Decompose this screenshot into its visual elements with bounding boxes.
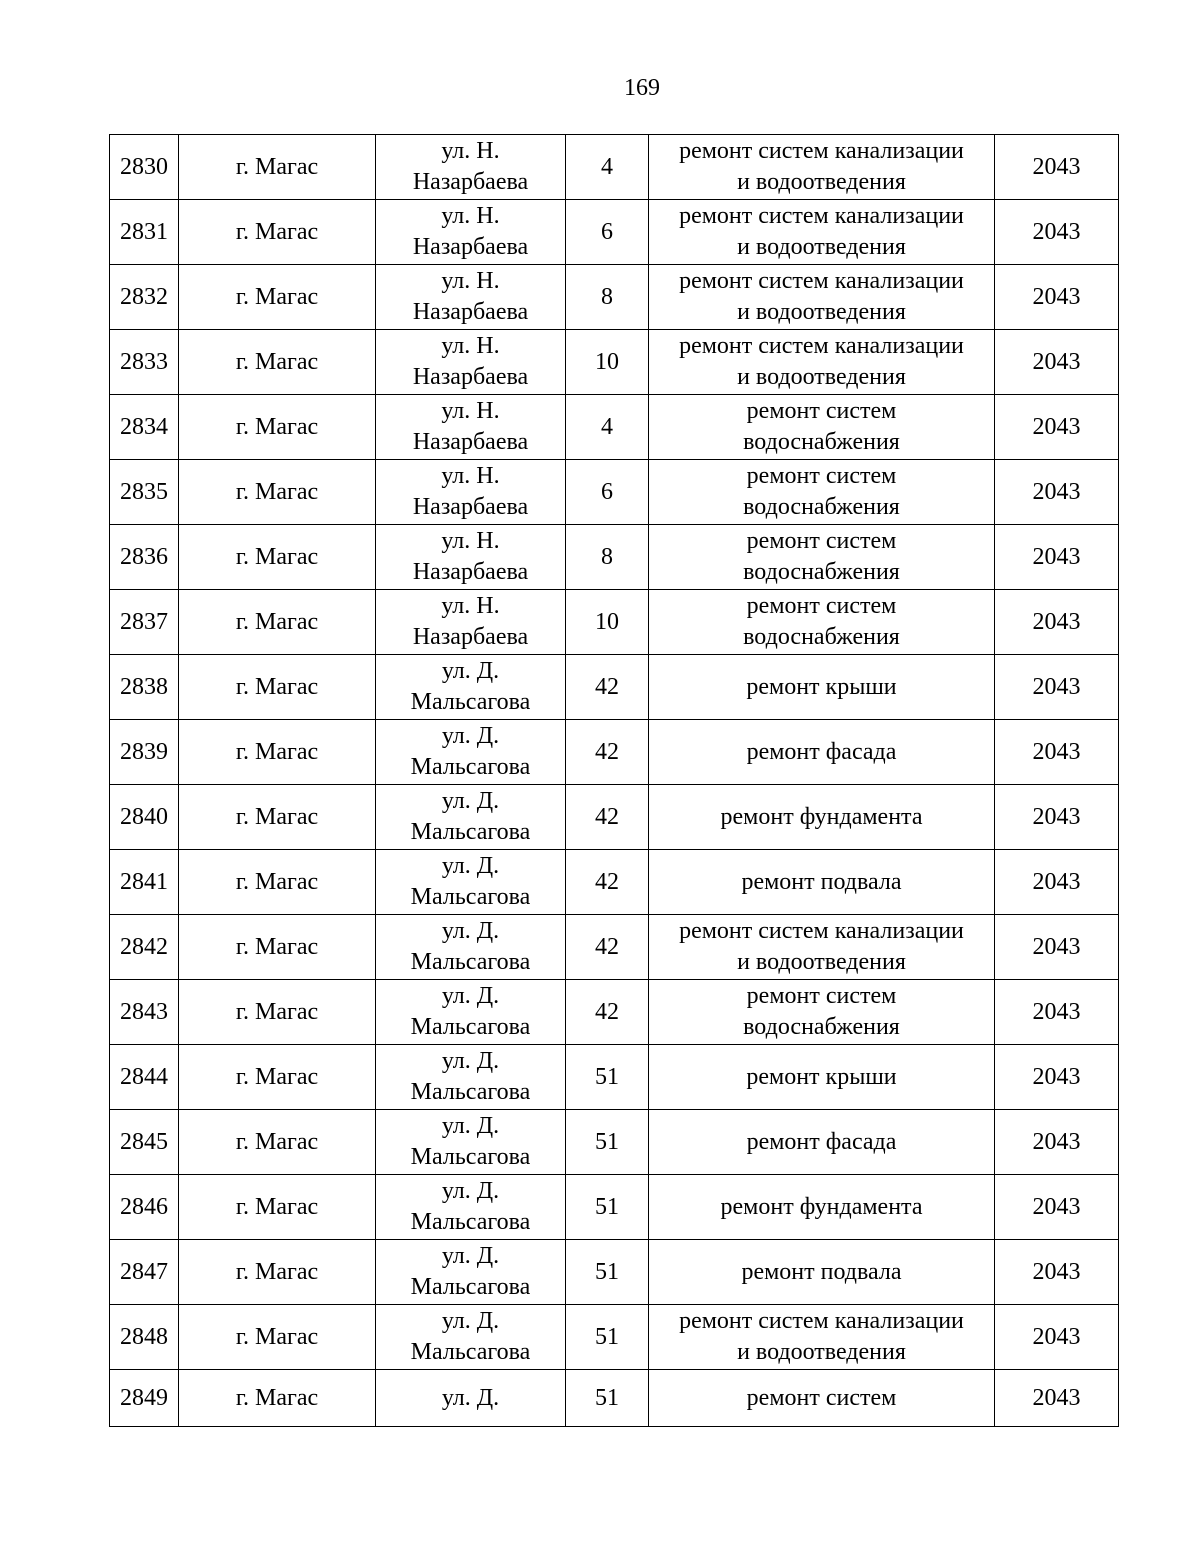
street-cell-line-1: ул. Д. [441, 1048, 500, 1074]
street-cell [376, 1175, 566, 1240]
street-cell-line-2: Мальсагова [410, 1209, 531, 1235]
row-number-cell: 2836 [110, 525, 179, 590]
house-number-cell: 4 [566, 395, 649, 460]
table-row [110, 655, 1119, 720]
year-cell: 2043 [995, 135, 1119, 200]
row-number-cell: 2847 [110, 1240, 179, 1305]
year-cell: 2043 [995, 1110, 1119, 1175]
street-cell-line-1: ул. Н. [441, 268, 500, 294]
year-cell: 2043 [995, 655, 1119, 720]
city-cell: г. Магас [179, 1305, 376, 1370]
house-number-cell: 51 [566, 1370, 649, 1427]
table-body [110, 135, 1119, 1427]
row-number-cell: 2848 [110, 1305, 179, 1370]
row-number-cell: 2832 [110, 265, 179, 330]
house-number-cell: 51 [566, 1110, 649, 1175]
row-number-cell: 2831 [110, 200, 179, 265]
table-row [110, 720, 1119, 785]
table-row [110, 1370, 1119, 1427]
street-cell [376, 850, 566, 915]
work-type-cell-line-2: водоснабжения [743, 429, 900, 455]
work-type-cell-line-1: ремонт систем [746, 398, 897, 424]
year-cell: 2043 [995, 1045, 1119, 1110]
house-number-cell: 42 [566, 785, 649, 850]
year-cell: 2043 [995, 590, 1119, 655]
work-type-cell-line-2: и водоотведения [737, 1339, 906, 1365]
street-cell-line-2: Мальсагова [410, 754, 531, 780]
work-type-cell-line-2: и водоотведения [737, 949, 906, 975]
house-number-cell: 51 [566, 1305, 649, 1370]
work-type-cell [649, 1045, 995, 1110]
work-type-cell [649, 1370, 995, 1427]
street-cell-line-1: ул. Д. [441, 853, 500, 879]
house-number-cell: 6 [566, 200, 649, 265]
row-number-cell: 2842 [110, 915, 179, 980]
city-cell: г. Магас [179, 395, 376, 460]
street-cell [376, 265, 566, 330]
row-number-cell: 2845 [110, 1110, 179, 1175]
house-number-cell: 51 [566, 1240, 649, 1305]
street-cell-line-1: ул. Д. [441, 918, 500, 944]
street-cell-line-2: Мальсагова [410, 884, 531, 910]
house-number-cell: 42 [566, 915, 649, 980]
work-type-cell [649, 850, 995, 915]
city-cell: г. Магас [179, 980, 376, 1045]
street-cell-line-2: Мальсагова [410, 1079, 531, 1105]
street-cell [376, 785, 566, 850]
city-cell: г. Магас [179, 1240, 376, 1305]
work-type-cell [649, 1110, 995, 1175]
work-type-cell-line-2: и водоотведения [737, 364, 906, 390]
year-cell: 2043 [995, 395, 1119, 460]
year-cell: 2043 [995, 915, 1119, 980]
year-cell: 2043 [995, 1240, 1119, 1305]
street-cell-line-2: Мальсагова [410, 819, 531, 845]
street-cell [376, 590, 566, 655]
table-row [110, 525, 1119, 590]
street-cell-line-1: ул. Н. [441, 463, 500, 489]
row-number-cell: 2841 [110, 850, 179, 915]
street-cell-line-2: Назарбаева [412, 559, 529, 585]
year-cell: 2043 [995, 1370, 1119, 1427]
table-row [110, 1045, 1119, 1110]
street-cell-line-1: ул. Д. [441, 1243, 500, 1269]
work-type-cell-line-1: ремонт систем [746, 1384, 897, 1411]
work-type-cell [649, 1175, 995, 1240]
city-cell: г. Магас [179, 655, 376, 720]
work-type-cell-line-1: ремонт подвала [741, 1258, 902, 1285]
work-type-cell [649, 200, 995, 265]
street-cell [376, 135, 566, 200]
house-number-cell: 10 [566, 590, 649, 655]
street-cell-line-1: ул. Н. [441, 398, 500, 424]
table-row [110, 1110, 1119, 1175]
city-cell: г. Магас [179, 590, 376, 655]
year-cell: 2043 [995, 265, 1119, 330]
city-cell: г. Магас [179, 135, 376, 200]
work-type-cell-line-1: ремонт систем канализации [679, 203, 964, 229]
work-type-cell-line-1: ремонт систем канализации [679, 918, 964, 944]
street-cell-line-1: ул. Д. [441, 1178, 500, 1204]
work-type-cell [649, 915, 995, 980]
row-number-cell: 2844 [110, 1045, 179, 1110]
city-cell: г. Магас [179, 915, 376, 980]
row-number-cell: 2846 [110, 1175, 179, 1240]
street-cell [376, 330, 566, 395]
city-cell: г. Магас [179, 460, 376, 525]
street-cell [376, 395, 566, 460]
city-cell: г. Магас [179, 265, 376, 330]
table-row [110, 915, 1119, 980]
street-cell-line-2: Назарбаева [412, 234, 529, 260]
repair-schedule-table [109, 134, 1119, 1427]
table-row [110, 395, 1119, 460]
city-cell: г. Магас [179, 200, 376, 265]
row-number-cell: 2843 [110, 980, 179, 1045]
work-type-cell-line-1: ремонт подвала [741, 868, 902, 895]
work-type-cell-line-1: ремонт систем [746, 528, 897, 554]
work-type-cell-line-1: ремонт систем канализации [679, 268, 964, 294]
row-number-cell: 2837 [110, 590, 179, 655]
work-type-cell [649, 980, 995, 1045]
work-type-cell [649, 655, 995, 720]
street-cell-line-2: Мальсагова [410, 689, 531, 715]
work-type-cell-line-1: ремонт крыши [746, 1063, 897, 1090]
work-type-cell-line-2: водоснабжения [743, 494, 900, 520]
street-cell-line-1: ул. Д. [441, 658, 500, 684]
street-cell-line-2: Мальсагова [410, 1014, 531, 1040]
street-cell-line-2: Назарбаева [412, 169, 529, 195]
work-type-cell-line-2: водоснабжения [743, 559, 900, 585]
work-type-cell-line-1: ремонт фасада [746, 738, 897, 765]
year-cell: 2043 [995, 525, 1119, 590]
work-type-cell [649, 1305, 995, 1370]
city-cell: г. Магас [179, 785, 376, 850]
year-cell: 2043 [995, 200, 1119, 265]
row-number-cell: 2849 [110, 1370, 179, 1427]
street-cell [376, 460, 566, 525]
row-number-cell: 2835 [110, 460, 179, 525]
street-cell-line-2: Мальсагова [410, 1339, 531, 1365]
house-number-cell: 42 [566, 850, 649, 915]
table-row [110, 785, 1119, 850]
table-row [110, 1305, 1119, 1370]
street-cell-line-1: ул. Н. [441, 138, 500, 164]
table-row [110, 850, 1119, 915]
house-number-cell: 42 [566, 980, 649, 1045]
work-type-cell [649, 135, 995, 200]
city-cell: г. Магас [179, 1045, 376, 1110]
city-cell: г. Магас [179, 720, 376, 785]
work-type-cell [649, 265, 995, 330]
street-cell-line-1: ул. Н. [441, 203, 500, 229]
year-cell: 2043 [995, 1175, 1119, 1240]
house-number-cell: 8 [566, 525, 649, 590]
work-type-cell [649, 590, 995, 655]
street-cell-line-1: ул. Н. [441, 333, 500, 359]
city-cell: г. Магас [179, 1110, 376, 1175]
street-cell-line-1: ул. Д. [441, 1308, 500, 1334]
street-cell-line-1: ул. Д. [441, 723, 500, 749]
street-cell [376, 980, 566, 1045]
table-row [110, 1240, 1119, 1305]
table-row [110, 330, 1119, 395]
table-row [110, 265, 1119, 330]
work-type-cell-line-1: ремонт систем [746, 983, 897, 1009]
street-cell [376, 1110, 566, 1175]
street-cell [376, 655, 566, 720]
work-type-cell-line-1: ремонт систем канализации [679, 138, 964, 164]
house-number-cell: 51 [566, 1175, 649, 1240]
work-type-cell-line-1: ремонт систем канализации [679, 333, 964, 359]
work-type-cell [649, 330, 995, 395]
street-cell-line-2: Назарбаева [412, 494, 529, 520]
year-cell: 2043 [995, 1305, 1119, 1370]
house-number-cell: 51 [566, 1045, 649, 1110]
work-type-cell-line-1: ремонт фундамента [720, 1193, 923, 1220]
table-row [110, 980, 1119, 1045]
work-type-cell-line-1: ремонт крыши [746, 673, 897, 700]
street-cell-line-2: Назарбаева [412, 429, 529, 455]
work-type-cell [649, 1240, 995, 1305]
row-number-cell: 2833 [110, 330, 179, 395]
house-number-cell: 42 [566, 720, 649, 785]
street-cell-line-2: Назарбаева [412, 624, 529, 650]
row-number-cell: 2830 [110, 135, 179, 200]
city-cell: г. Магас [179, 525, 376, 590]
year-cell: 2043 [995, 330, 1119, 395]
year-cell: 2043 [995, 850, 1119, 915]
table-row [110, 590, 1119, 655]
street-cell [376, 1305, 566, 1370]
street-cell-line-2: Назарбаева [412, 299, 529, 325]
work-type-cell [649, 460, 995, 525]
work-type-cell-line-2: и водоотведения [737, 299, 906, 325]
work-type-cell-line-1: ремонт систем [746, 463, 897, 489]
house-number-cell: 4 [566, 135, 649, 200]
page-number: 169 [624, 75, 660, 101]
street-cell [376, 720, 566, 785]
street-cell-line-2: Мальсагова [410, 1274, 531, 1300]
street-cell [376, 1045, 566, 1110]
house-number-cell: 42 [566, 655, 649, 720]
row-number-cell: 2840 [110, 785, 179, 850]
house-number-cell: 10 [566, 330, 649, 395]
street-cell-line-1: ул. Н. [441, 528, 500, 554]
street-cell [376, 200, 566, 265]
year-cell: 2043 [995, 720, 1119, 785]
row-number-cell: 2838 [110, 655, 179, 720]
street-cell-line-2: Назарбаева [412, 364, 529, 390]
work-type-cell-line-2: водоснабжения [743, 1014, 900, 1040]
house-number-cell: 6 [566, 460, 649, 525]
row-number-cell: 2834 [110, 395, 179, 460]
city-cell: г. Магас [179, 1175, 376, 1240]
city-cell: г. Магас [179, 330, 376, 395]
street-cell-line-1: ул. Д. [441, 1113, 500, 1139]
table-row [110, 135, 1119, 200]
table-row [110, 460, 1119, 525]
house-number-cell: 8 [566, 265, 649, 330]
street-cell-line-1: ул. Д. [441, 1384, 500, 1411]
street-cell [376, 1370, 566, 1427]
street-cell [376, 1240, 566, 1305]
row-number-cell: 2839 [110, 720, 179, 785]
work-type-cell [649, 785, 995, 850]
year-cell: 2043 [995, 460, 1119, 525]
table-row [110, 1175, 1119, 1240]
street-cell-line-1: ул. Д. [441, 788, 500, 814]
work-type-cell-line-2: и водоотведения [737, 234, 906, 260]
city-cell: г. Магас [179, 1370, 376, 1427]
work-type-cell [649, 395, 995, 460]
work-type-cell-line-1: ремонт систем канализации [679, 1308, 964, 1334]
street-cell-line-1: ул. Н. [441, 593, 500, 619]
year-cell: 2043 [995, 980, 1119, 1045]
year-cell: 2043 [995, 785, 1119, 850]
street-cell-line-2: Мальсагова [410, 1144, 531, 1170]
street-cell-line-2: Мальсагова [410, 949, 531, 975]
work-type-cell-line-1: ремонт систем [746, 593, 897, 619]
street-cell [376, 915, 566, 980]
work-type-cell-line-1: ремонт фасада [746, 1128, 897, 1155]
table-row [110, 200, 1119, 265]
work-type-cell-line-1: ремонт фундамента [720, 803, 923, 830]
city-cell: г. Магас [179, 850, 376, 915]
work-type-cell-line-2: водоснабжения [743, 624, 900, 650]
street-cell [376, 525, 566, 590]
work-type-cell [649, 525, 995, 590]
work-type-cell [649, 720, 995, 785]
work-type-cell-line-2: и водоотведения [737, 169, 906, 195]
street-cell-line-1: ул. Д. [441, 983, 500, 1009]
